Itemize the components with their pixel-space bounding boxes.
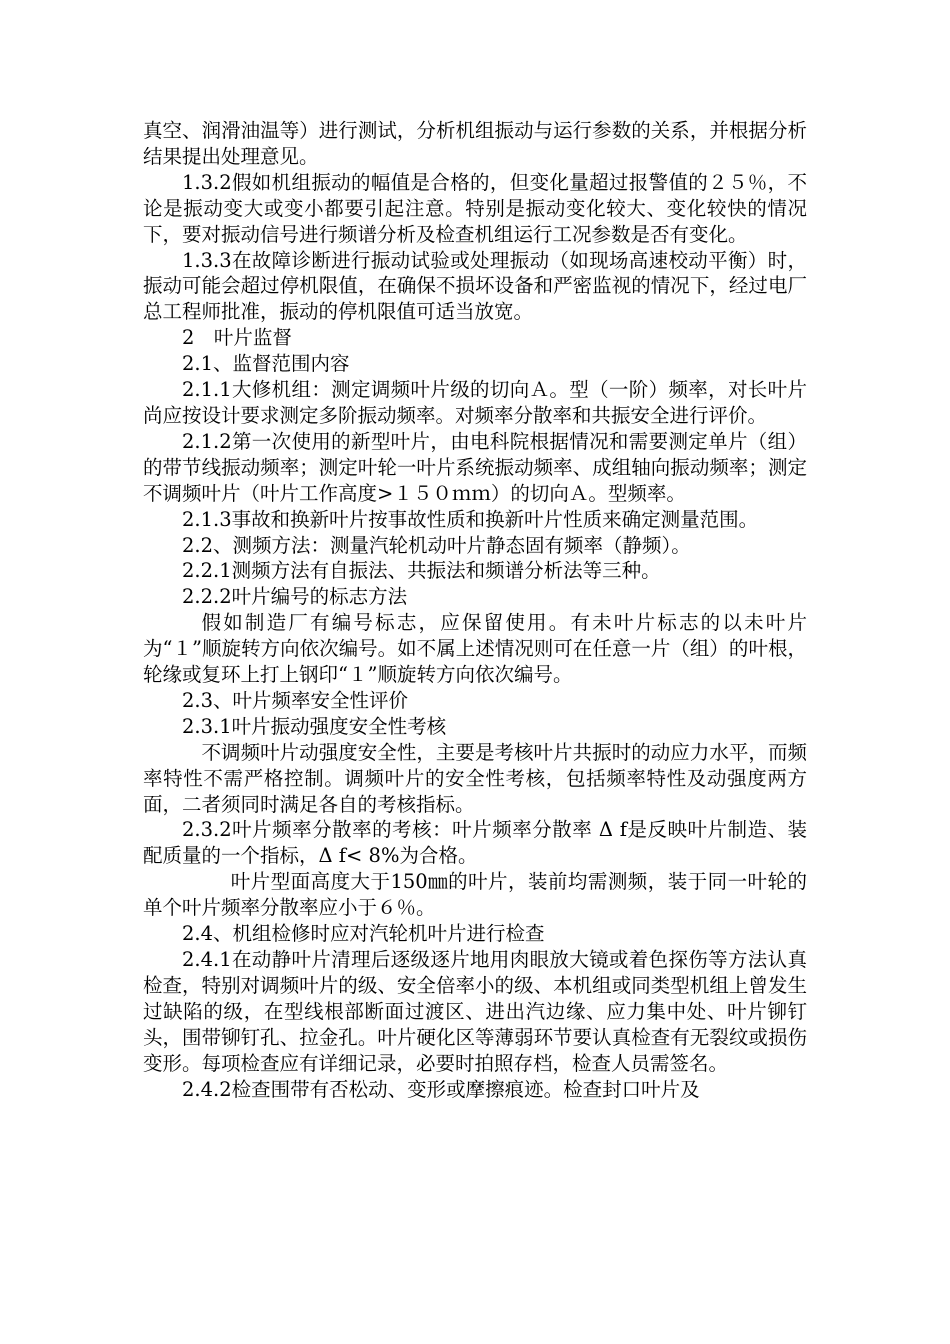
paragraph-2-2-2: 2.2.2叶片编号的标志方法: [182, 585, 408, 609]
section-heading-2-3: 2.3、叶片频率安全性评价: [182, 688, 409, 712]
paragraph-2-4-2: 2.4.2检查围带有否松动、变形或摩擦痕迹。检查封口叶片及: [182, 1077, 700, 1101]
section-heading-2: 2 叶片监督: [182, 326, 292, 350]
paragraph-2-3-1: 2.3.1叶片振动强度安全性考核: [182, 714, 447, 738]
paragraph-strength-body: 不调频叶片动强度安全性，主要是考核叶片共振时的动应力水平，而频率特性不需严格控制。调频叶片的安全性考核，包括频率特性及动强度两方面，二者须同时满足各自的考核指标。: [143, 740, 807, 816]
paragraph-2-1-2: 2.1.2第一次使用的新型叶片，由电科院根据情况和需要测定单片（组）的带节线振动频率；测定叶轮一叶片系统振动频率、成组轴向振动频率；测定不调频叶片（叶片工作高度>１５０ｍｍ）的切向Ａ。型频率。: [143, 429, 807, 505]
paragraph-dispersion-body: 叶片型面高度大于150㎜的叶片，装前均需测频，装于同一叶轮的单个叶片频率分散率应小于６％。: [143, 870, 807, 920]
section-heading-2-1: 2.1、监督范围内容: [182, 352, 350, 376]
paragraph-2-3-2: 2.3.2叶片频率分散率的考核：叶片频率分散率 Δ f是反映叶片制造、装配质量的一个指标，Δ f< 8%为合格。: [143, 818, 807, 868]
paragraph-2-4-1: 2.4.1在动静叶片清理后逐级逐片地用肉眼放大镜或着色探伤等方法认真检查，特别对调频叶片的级、安全倍率小的级、本机组或同类型机组上曾发生过缺陷的级，在型线根部断面过渡区、进出汽边缘、应力集中处、叶片铆钉头，围带铆钉孔、拉金孔。叶片硬化区等薄弱环节要认真检查有无裂纹或损伤变形。每项检查应有详细记录，必要时拍照存档，检查人员需签名。: [143, 948, 807, 1075]
section-heading-2-4: 2.4、机组检修时应对汽轮机叶片进行检查: [182, 922, 545, 946]
paragraph-2-1-1: 2.1.1大修机组：测定调频叶片级的切向Ａ。型（一阶）频率，对长叶片尚应按设计要求测定多阶振动频率。对频率分散率和共振安全进行评价。: [143, 378, 807, 427]
paragraph-numbering-body: 假如制造厂有编号标志，应保留使用。有未叶片标志的以未叶片为“１”顺旋转方向依次编号。如不属上述情况则可在任意一片（组）的叶根，轮缘或复环上打上钢印“１”顺旋转方向依次编号。: [143, 611, 807, 687]
paragraph-2-1-3: 2.1.3事故和换新叶片按事故性质和换新叶片性质来确定测量范围。: [182, 507, 759, 531]
paragraph-1-3-2: 1.3.2假如机组振动的幅值是合格的，但变化量超过报警值的２５％，不论是振动变大或变小都要引起注意。特别是振动变化较大、变化较快的情况下，要对振动信号进行频谱分析及检查机组运行工况参数是否有变化。: [143, 170, 807, 246]
paragraph-1: 真空、润滑油温等）进行测试，分析机组振动与运行参数的关系，并根据分析结果提出处理意见。: [143, 119, 807, 168]
section-heading-2-2: 2.2、测频方法：测量汽轮机动叶片静态固有频率（静频）。: [182, 533, 691, 557]
paragraph-2-2-1: 2.2.1测频方法有自振法、共振法和频谱分析法等三种。: [182, 559, 661, 583]
document-body: [143, 118, 807, 1102]
paragraph-1-3-3: 1.3.3在故障诊断进行振动试验或处理振动（如现场高速校动平衡）时，振动可能会超过停机限值，在确保不损坏设备和严密监视的情况下，经过电厂总工程师批准，振动的停机限值可适当放宽。: [143, 248, 807, 324]
